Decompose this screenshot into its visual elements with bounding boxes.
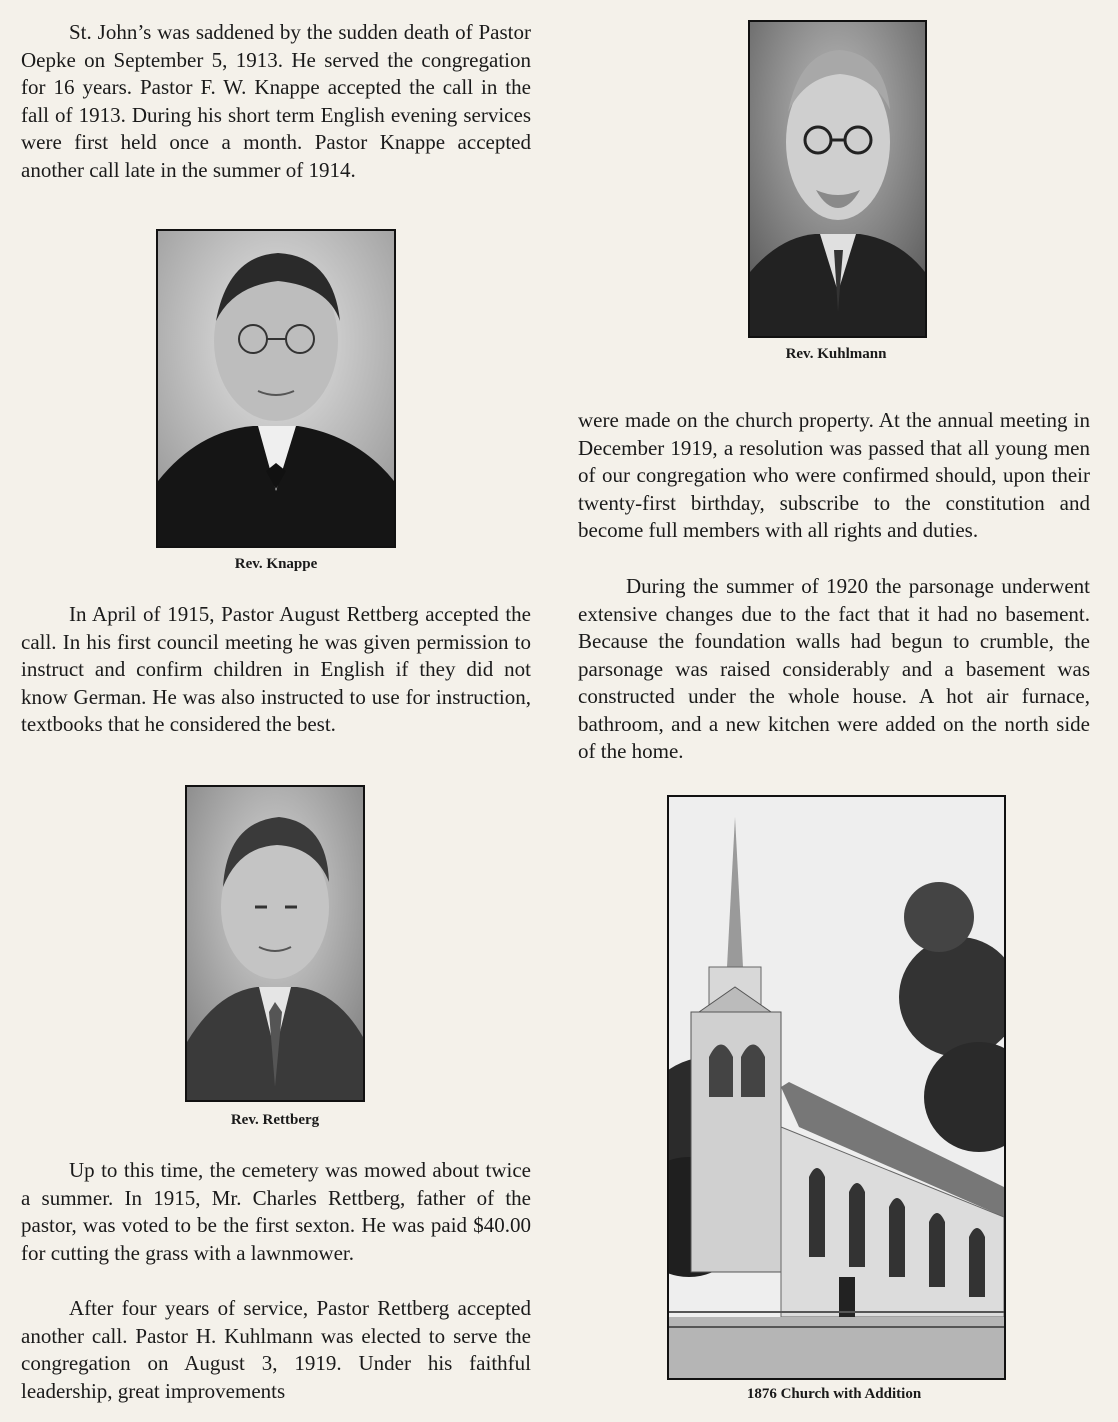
paragraph-parsonage-changes: During the summer of 1920 the parsonage underwent extensive changes due to the fact that it had no basement. Because the foundation walls had begun to crumble, the parsonage was raised considerably and a basement was constructed under the whole house. A hot air furnace, bathroom, and a new kitchen were added on the north side of the home. bbox=[578, 574, 1090, 763]
caption-rev-kuhlmann: Rev. Kuhlmann bbox=[785, 346, 887, 362]
paragraph-cemetery-sexton: Up to this time, the cemetery was mowed about twice a summer. In 1915, Mr. Charles Rettberg, father of the pastor, was voted to be the first sexton. He was paid $40.00 for cutting the grass with a lawnmower. bbox=[21, 1158, 531, 1265]
photo-rev-kuhlmann bbox=[748, 20, 927, 338]
photo-rev-knappe bbox=[156, 229, 396, 548]
paragraph-church-property: were made on the church property. At the annual meeting in December 1919, a resolution was passed that all young men of our congregation who were confirmed should, upon their twenty-first birthday, subscribe to the constitution and become full members with all rights and duties. bbox=[578, 408, 1090, 542]
paragraph-kuhlmann-elected: After four years of service, Pastor Rettberg accepted another call. Pastor H. Kuhlmann was elected to serve the congregation on August 3, 1919. Under his faithful leadership, great improvements bbox=[21, 1296, 531, 1403]
caption-rev-rettberg: Rev. Rettberg bbox=[230, 1112, 320, 1128]
caption-rev-knappe: Rev. Knappe bbox=[234, 556, 318, 572]
paragraph-rettberg-call: In April of 1915, Pastor August Rettberg accepted the call. In his first council meeting he was given permission to instruct and confirm children in English if they did not know German. He was also instructed to use for instruction, textbooks that he considered the best. bbox=[21, 602, 531, 736]
caption-1876-church: 1876 Church with Addition bbox=[746, 1386, 922, 1402]
photo-rev-rettberg bbox=[185, 785, 365, 1102]
paragraph-oepke-death: St. John’s was saddened by the sudden death of Pastor Oepke on September 5, 1913. He served the congregation for 16 years. Pastor F. W. Knappe accepted the call in the fall of 1913. During his short term English evening services were first held once a month. Pastor Knappe accepted another call late in the summer of 1914. bbox=[21, 20, 531, 182]
photo-1876-church bbox=[667, 795, 1006, 1380]
